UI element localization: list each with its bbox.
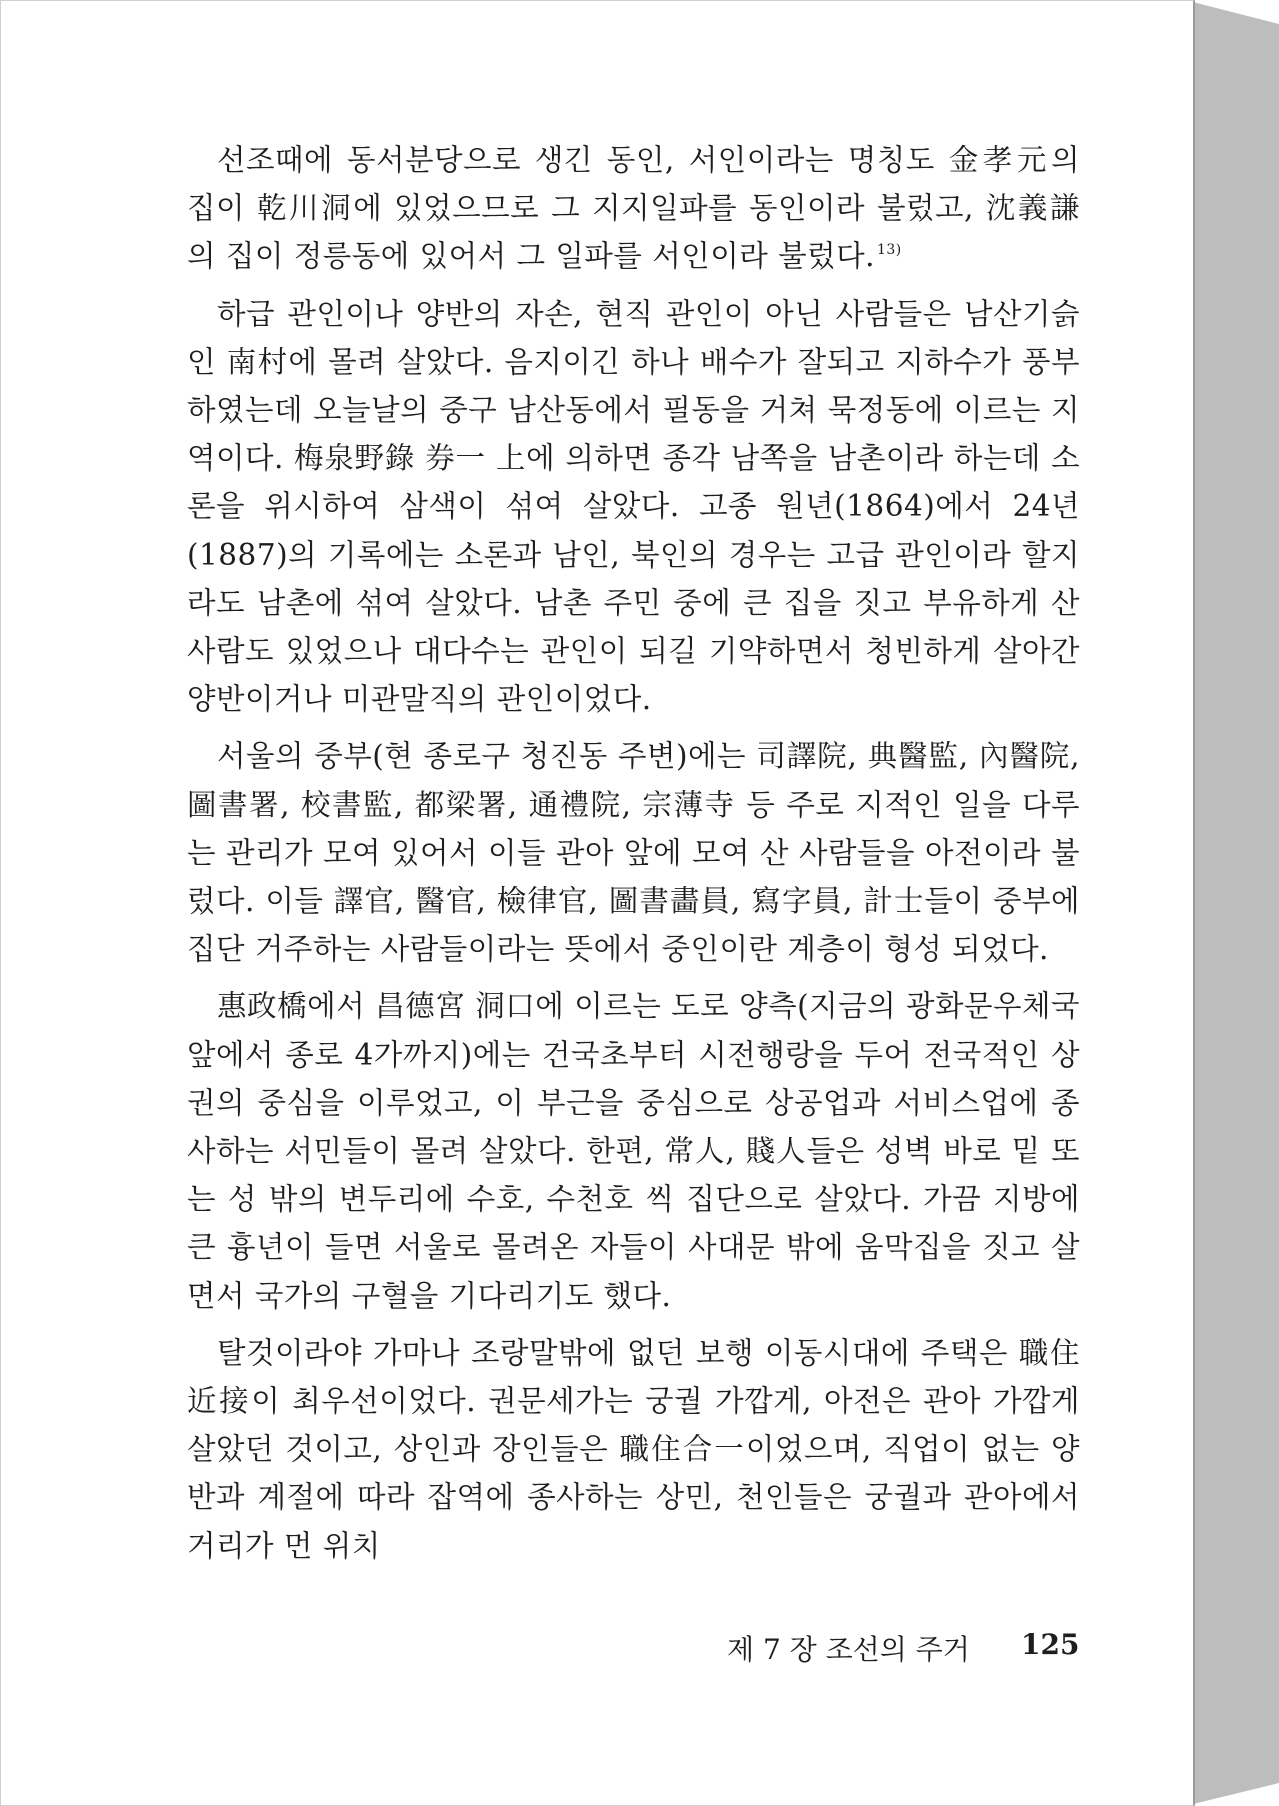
page-stack-edge <box>1185 0 1279 1806</box>
chapter-footer: 제 7 장 조선의 주거 <box>727 1633 970 1666</box>
paragraph-2: 하급 관인이나 양반의 자손, 현직 관인이 아닌 사람들은 남산기슭인 南村에 몰려 살았다. 음지이긴 하나 배수가 잘되고 지하수가 풍부하였는데 오늘날의 중구 남산동에서 필동을 거쳐 묵정동에 이르는 지역이다. 梅泉野錄 券一 上에 의하면 종각 남쪽을 남촌이라 하는데 소론을 위시하여 삼색이 섞여 살았다. 고종 원년(1864)에서 24년(1887)의 기록에는 소론과 남인, 북인의 경우는 고급 관인이라 할지라도 남촌에 섞여 살았다. 남촌 주민 중에 큰 집을 짓고 부유하게 산 사람도 있었으나 대다수는 관인이 되길 기약하면서 청빈하게 살아간 양반이거나 미관말직의 관인이었다. <box>187 296 1080 717</box>
paragraph-5: 탈것이라야 가마나 조랑말밖에 없던 보행 이동시대에 주택은 職住近接이 최우선이었다. 권문세가는 궁궐 가깝게, 아전은 관아 가깝게 살았던 것이고, 상인과 장인들은 職住合一이었으며, 직업이 없는 양반과 계절에 따라 잡역에 종사하는 상민, 천인들은 궁궐과 관아에서 거리가 먼 위치 <box>187 1335 1080 1563</box>
page-number: 125 <box>1021 1628 1080 1661</box>
paragraph-1 <box>187 136 1080 281</box>
paragraph-4: 惠政橋에서 昌德宮 洞口에 이르는 도로 양측(지금의 광화문우체국 앞에서 종로 4가까지)에는 건국초부터 시전행랑을 두어 전국적인 상권의 중심을 이루었고, 이 부근을 중심으로 상공업과 서비스업에 종사하는 서민들이 몰려 살았다. 한편, 常人, 賤人들은 성벽 바로 밑 또는 성 밖의 변두리에 수호, 수천호 씩 집단으로 살았다. 가끔 지방에 큰 흉년이 들면 서울로 몰려온 자들이 사대문 밖에 움막집을 짓고 살면서 국가의 구혈을 기다리기도 했다. <box>187 989 1080 1313</box>
paragraph-1-text: 선조때에 동서분당으로 생긴 동인, 서인이라는 명칭도 金孝元의 집이 乾川洞에 있었으므로 그 지지일파를 동인이라 불렀고, 沈義謙의 집이 정릉동에 있어서 그 일파를 서인이라 불렀다. <box>187 143 1080 274</box>
footnote-marker: 13) <box>876 242 902 259</box>
paragraph-3: 서울의 중부(현 종로구 청진동 주변)에는 司譯院, 典醫監, 內醫院, 圖書署, 校書監, 都梁署, 通禮院, 宗薄寺 등 주로 지적인 일을 다루는 관리가 모여 있어서 이들 관아 앞에 모여 산 사람들을 아전이라 불렀다. 이들 譯官, 醫官, 檢律官, 圖書畵員, 寫字員, 計士들이 중부에 집단 거주하는 사람들이라는 뜻에서 중인이란 계층이 형성 되었다. <box>187 739 1080 967</box>
body-text <box>187 136 1080 1570</box>
